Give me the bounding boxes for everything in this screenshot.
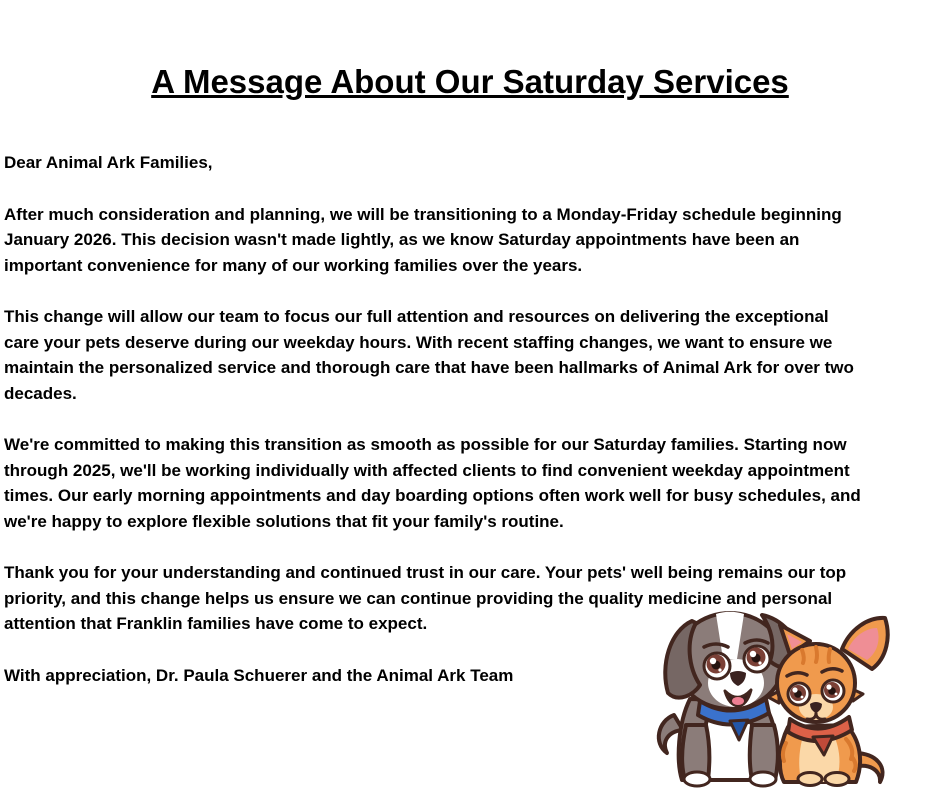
puppy-and-kitten-illustration [652,603,892,788]
paragraph-line: After much consideration and planning, we will be transitioning to a Monday-Friday schedule beginning [4,204,842,224]
paragraph-line: January 2026. This decision wasn't made lightly, as we know Saturday appointments have been an [4,230,800,249]
paragraph-line: maintain the personalized service and thorough care that have been hallmarks of Animal Ark for over two [4,358,854,377]
kitten-right-eye [822,680,844,702]
paragraph-line: priority, and this change helps us ensure we can continue providing the quality medicine and personal [4,588,833,608]
kitten-figure [768,618,888,786]
paragraph-line: We're committed to making this transition as smooth as possible for our Saturday families. Starting now [4,435,847,454]
paragraph-line: we're happy to explore flexible solutions that fit your family's routine. [4,511,564,531]
kitten-forehead-stripe [816,647,817,662]
greeting: Dear Animal Ark Families, [4,153,213,172]
kitten-left-paw [798,773,822,786]
paragraph-line: decades. [4,383,77,403]
paragraph-line: through 2025, we'll be working individually with affected clients to find convenient weekday appointment [4,460,850,480]
puppy-left-paw [684,772,710,786]
paragraph-line: attention that Franklin families have come to expect. [4,614,428,633]
paragraph-line: important convenience for many of our working families over the years. [4,255,583,275]
puppy-tongue [732,697,744,705]
paragraph-line: Thank you for your understanding and continued trust in our care. Your pets' well being remains our top [4,563,847,582]
paragraph [4,202,936,279]
kitten-left-eye [788,683,810,705]
kitten-forehead-stripe [829,649,830,662]
signoff: With appreciation, Dr. Paula Schuerer and the Animal Ark Team [4,665,514,685]
paragraph [4,304,936,406]
kitten-right-paw [825,773,849,786]
puppy-left-eye [704,653,730,679]
paragraph-line: care your pets deserve during our weekday hours. With recent staffing changes, we want to ensure we [4,332,833,352]
kitten-forehead-stripe [802,650,804,663]
page-title: A Message About Our Saturday Services [151,63,789,100]
paragraph-line: times. Our early morning appointments and day boarding options often work well for busy schedules, and [4,486,861,505]
puppy-right-eye [744,646,770,672]
paragraph [4,432,936,534]
paragraph-line: This change will allow our team to focus our full attention and resources on delivering the exceptional [4,307,829,326]
puppy-right-paw [750,772,776,786]
